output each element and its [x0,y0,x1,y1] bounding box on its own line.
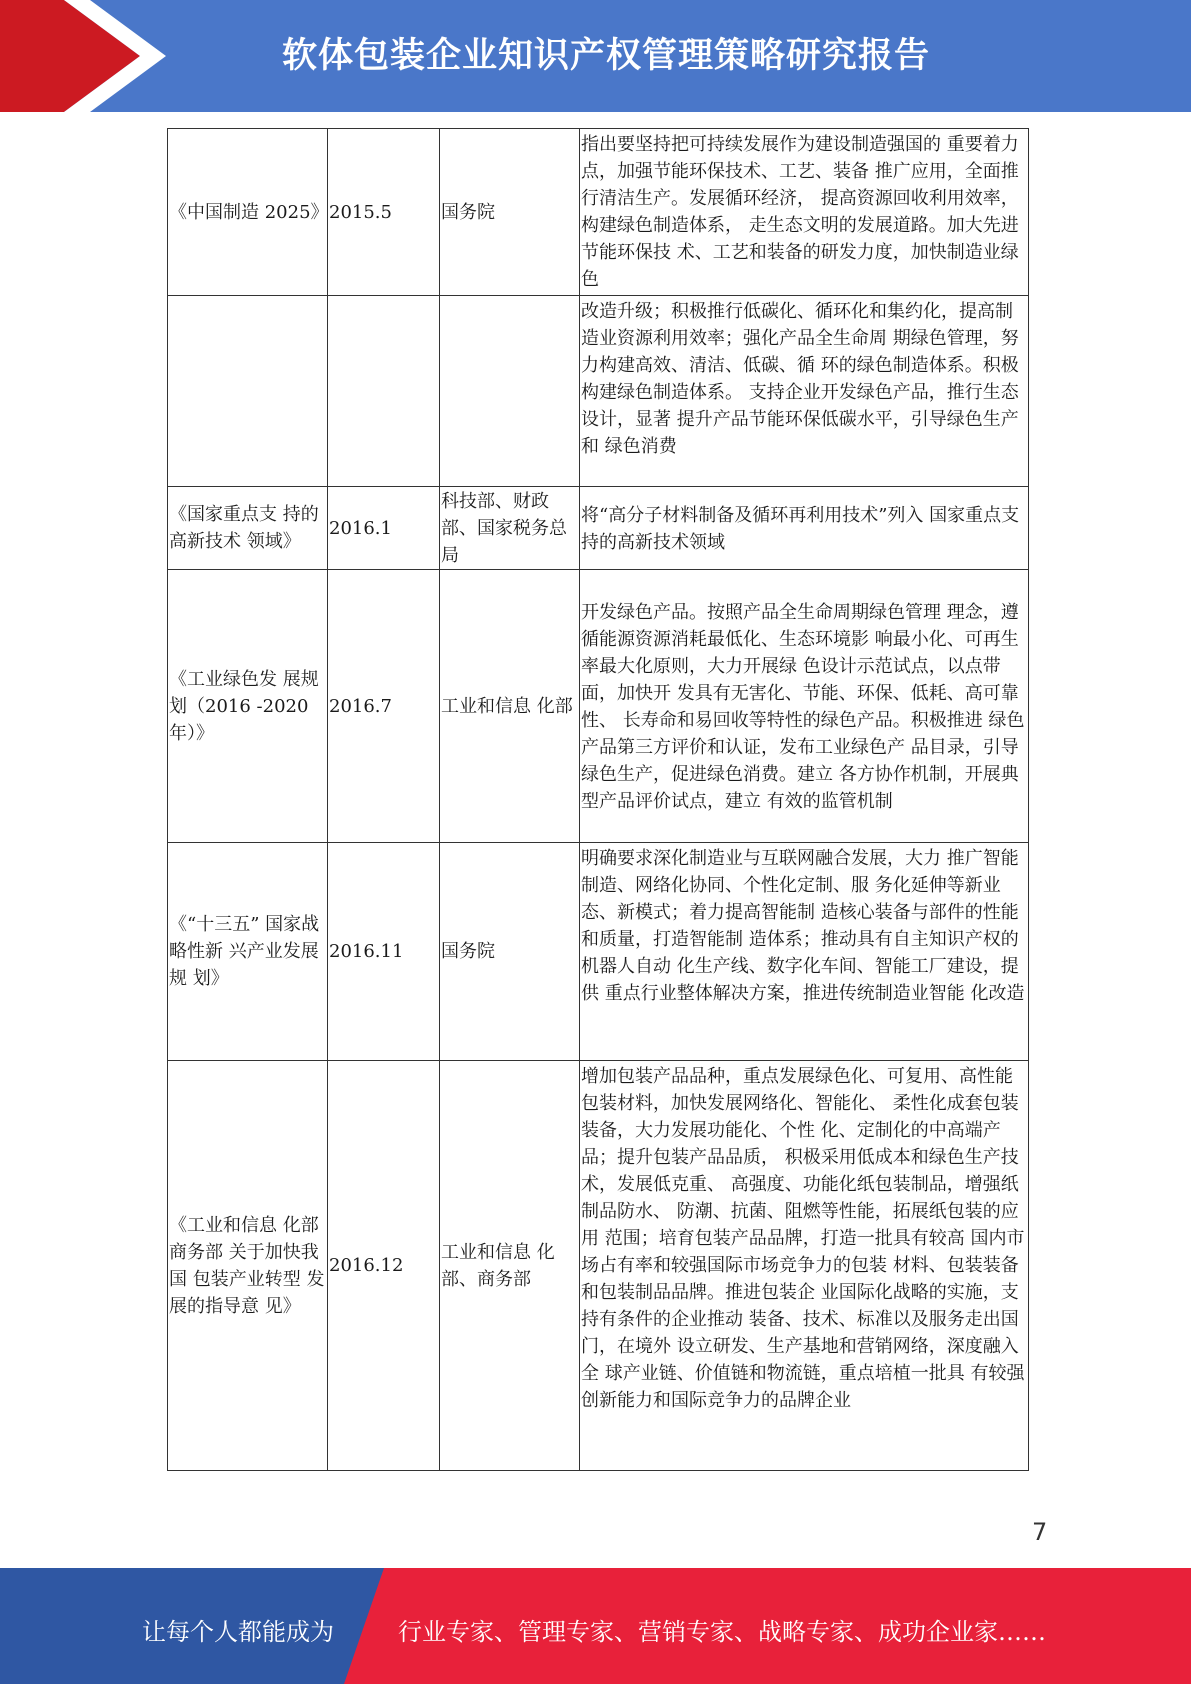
policy-org-cell [440,296,580,487]
policy-date-cell: 2016.1 [328,487,440,570]
policy-date-cell: 2016.11 [328,843,440,1061]
table-row [168,487,1029,570]
policy-date-cell: 2015.5 [328,129,440,296]
policy-org-cell: 国务院 [440,843,580,1061]
policy-org-cell: 工业和信息 化部 [440,570,580,843]
policy-desc-cell: 改造升级；积极推行低碳化、循环化和集约化，提高制造业资源利用效率；强化产品全生命周 期绿色管理，努力构建高效、清洁、低碳、循 环的绿色制造体系。积极构建绿色制造体系。 支持企业开发绿色产品，推行生态设计，显著 提升产品节能环保低碳水平，引导绿色生产和 绿色消费 [580,296,1029,487]
policy-name-cell: 《中国制造 2025》 [168,129,328,296]
page-number: 7 [1032,1518,1048,1546]
header-banner [0,0,1191,112]
table-row [168,843,1029,1061]
policy-org-cell: 国务院 [440,129,580,296]
policy-date-cell: 2016.7 [328,570,440,843]
footer-slogan-right: 行业专家、管理专家、营销专家、战略专家、成功企业家…… [398,1618,1046,1646]
policy-name-cell [168,296,328,487]
footer-banner [0,1568,1191,1684]
policy-name-cell: 《工业和信息 化部商务部 关于加快我国 包装产业转型 发展的指导意 见》 [168,1061,328,1471]
policy-desc-cell: 将“高分子材料制备及循环再利用技术”列入 国家重点支持的高新技术领域 [580,487,1029,570]
policy-desc-cell: 开发绿色产品。按照产品全生命周期绿色管理 理念，遵循能源资源消耗最低化、生态环境影 响最小化、可再生率最大化原则，大力开展绿 色设计示范试点，以点带面，加快开 发具有无害化、节能、环保、低耗、高可靠性、 长寿命和易回收等特性的绿色产品。积极推进 绿色产品第三方评价和认证，发布工业绿色产 品目录，引导绿色生产，促进绿色消费。建立 各方协作机制，开展典型产品评价试点，建立 有效的监管机制 [580,570,1029,843]
table-row [168,570,1029,843]
table-row [168,1061,1029,1471]
page-title: 软体包装企业知识产权管理策略研究报告 [282,36,931,76]
policy-desc-cell: 增加包装产品品种，重点发展绿色化、可复用、高性能包装材料，加快发展网络化、智能化、 柔性化成套包装装备，大力发展功能化、个性 化、定制化的中高端产品；提升包装产品品质， 积极采用低成本和绿色生产技术，发展低克重、 高强度、功能化纸包装制品，增强纸制品防水、 防潮、抗菌、阻燃等性能，拓展纸包装的应用 范围；培育包装产品品牌，打造一批具有较高 国内市场占有率和较强国际市场竞争力的包装 材料、包装装备和包装制品品牌。推进包装企 业国际化战略的实施，支持有条件的企业推动 装备、技术、标准以及服务走出国门，在境外 设立研发、生产基地和营销网络，深度融入全 球产业链、价值链和物流链，重点培植一批具 有较强创新能力和国际竞争力的品牌企业 [580,1061,1029,1471]
policy-table [167,128,1029,1471]
policy-date-cell: 2016.12 [328,1061,440,1471]
footer-slogan-left: 让每个人都能成为 [142,1618,334,1646]
policy-desc-cell: 明确要求深化制造业与互联网融合发展，大力 推广智能制造、网络化协同、个性化定制、服 务化延伸等新业态、新模式；着力提高智能制 造核心装备与部件的性能和质量，打造智能制 造体系；推动具有自主知识产权的机器人自动 化生产线、数字化车间、智能工厂建设，提供 重点行业整体解决方案，推进传统制造业智能 化改造 [580,843,1029,1061]
policy-org-cell: 工业和信息 化部、商务部 [440,1061,580,1471]
policy-name-cell: 《“十三五” 国家战略性新 兴产业发展规 划》 [168,843,328,1061]
policy-org-cell: 科技部、财政部、国家税务总局 [440,487,580,570]
policy-desc-cell: 指出要坚持把可持续发展作为建设制造强国的 重要着力点，加强节能环保技术、工艺、装备 推广应用，全面推行清洁生产。发展循环经济， 提高资源回收利用效率，构建绿色制造体系， 走生态文明的发展道路。加大先进节能环保技 术、工艺和装备的研发力度，加快制造业绿色 [580,129,1029,296]
policy-name-cell: 《国家重点支 持的高新技术 领域》 [168,487,328,570]
table-row [168,296,1029,487]
policy-name-cell: 《工业绿色发 展规划（2016 -2020年）》 [168,570,328,843]
table-row [168,129,1029,296]
policy-date-cell [328,296,440,487]
